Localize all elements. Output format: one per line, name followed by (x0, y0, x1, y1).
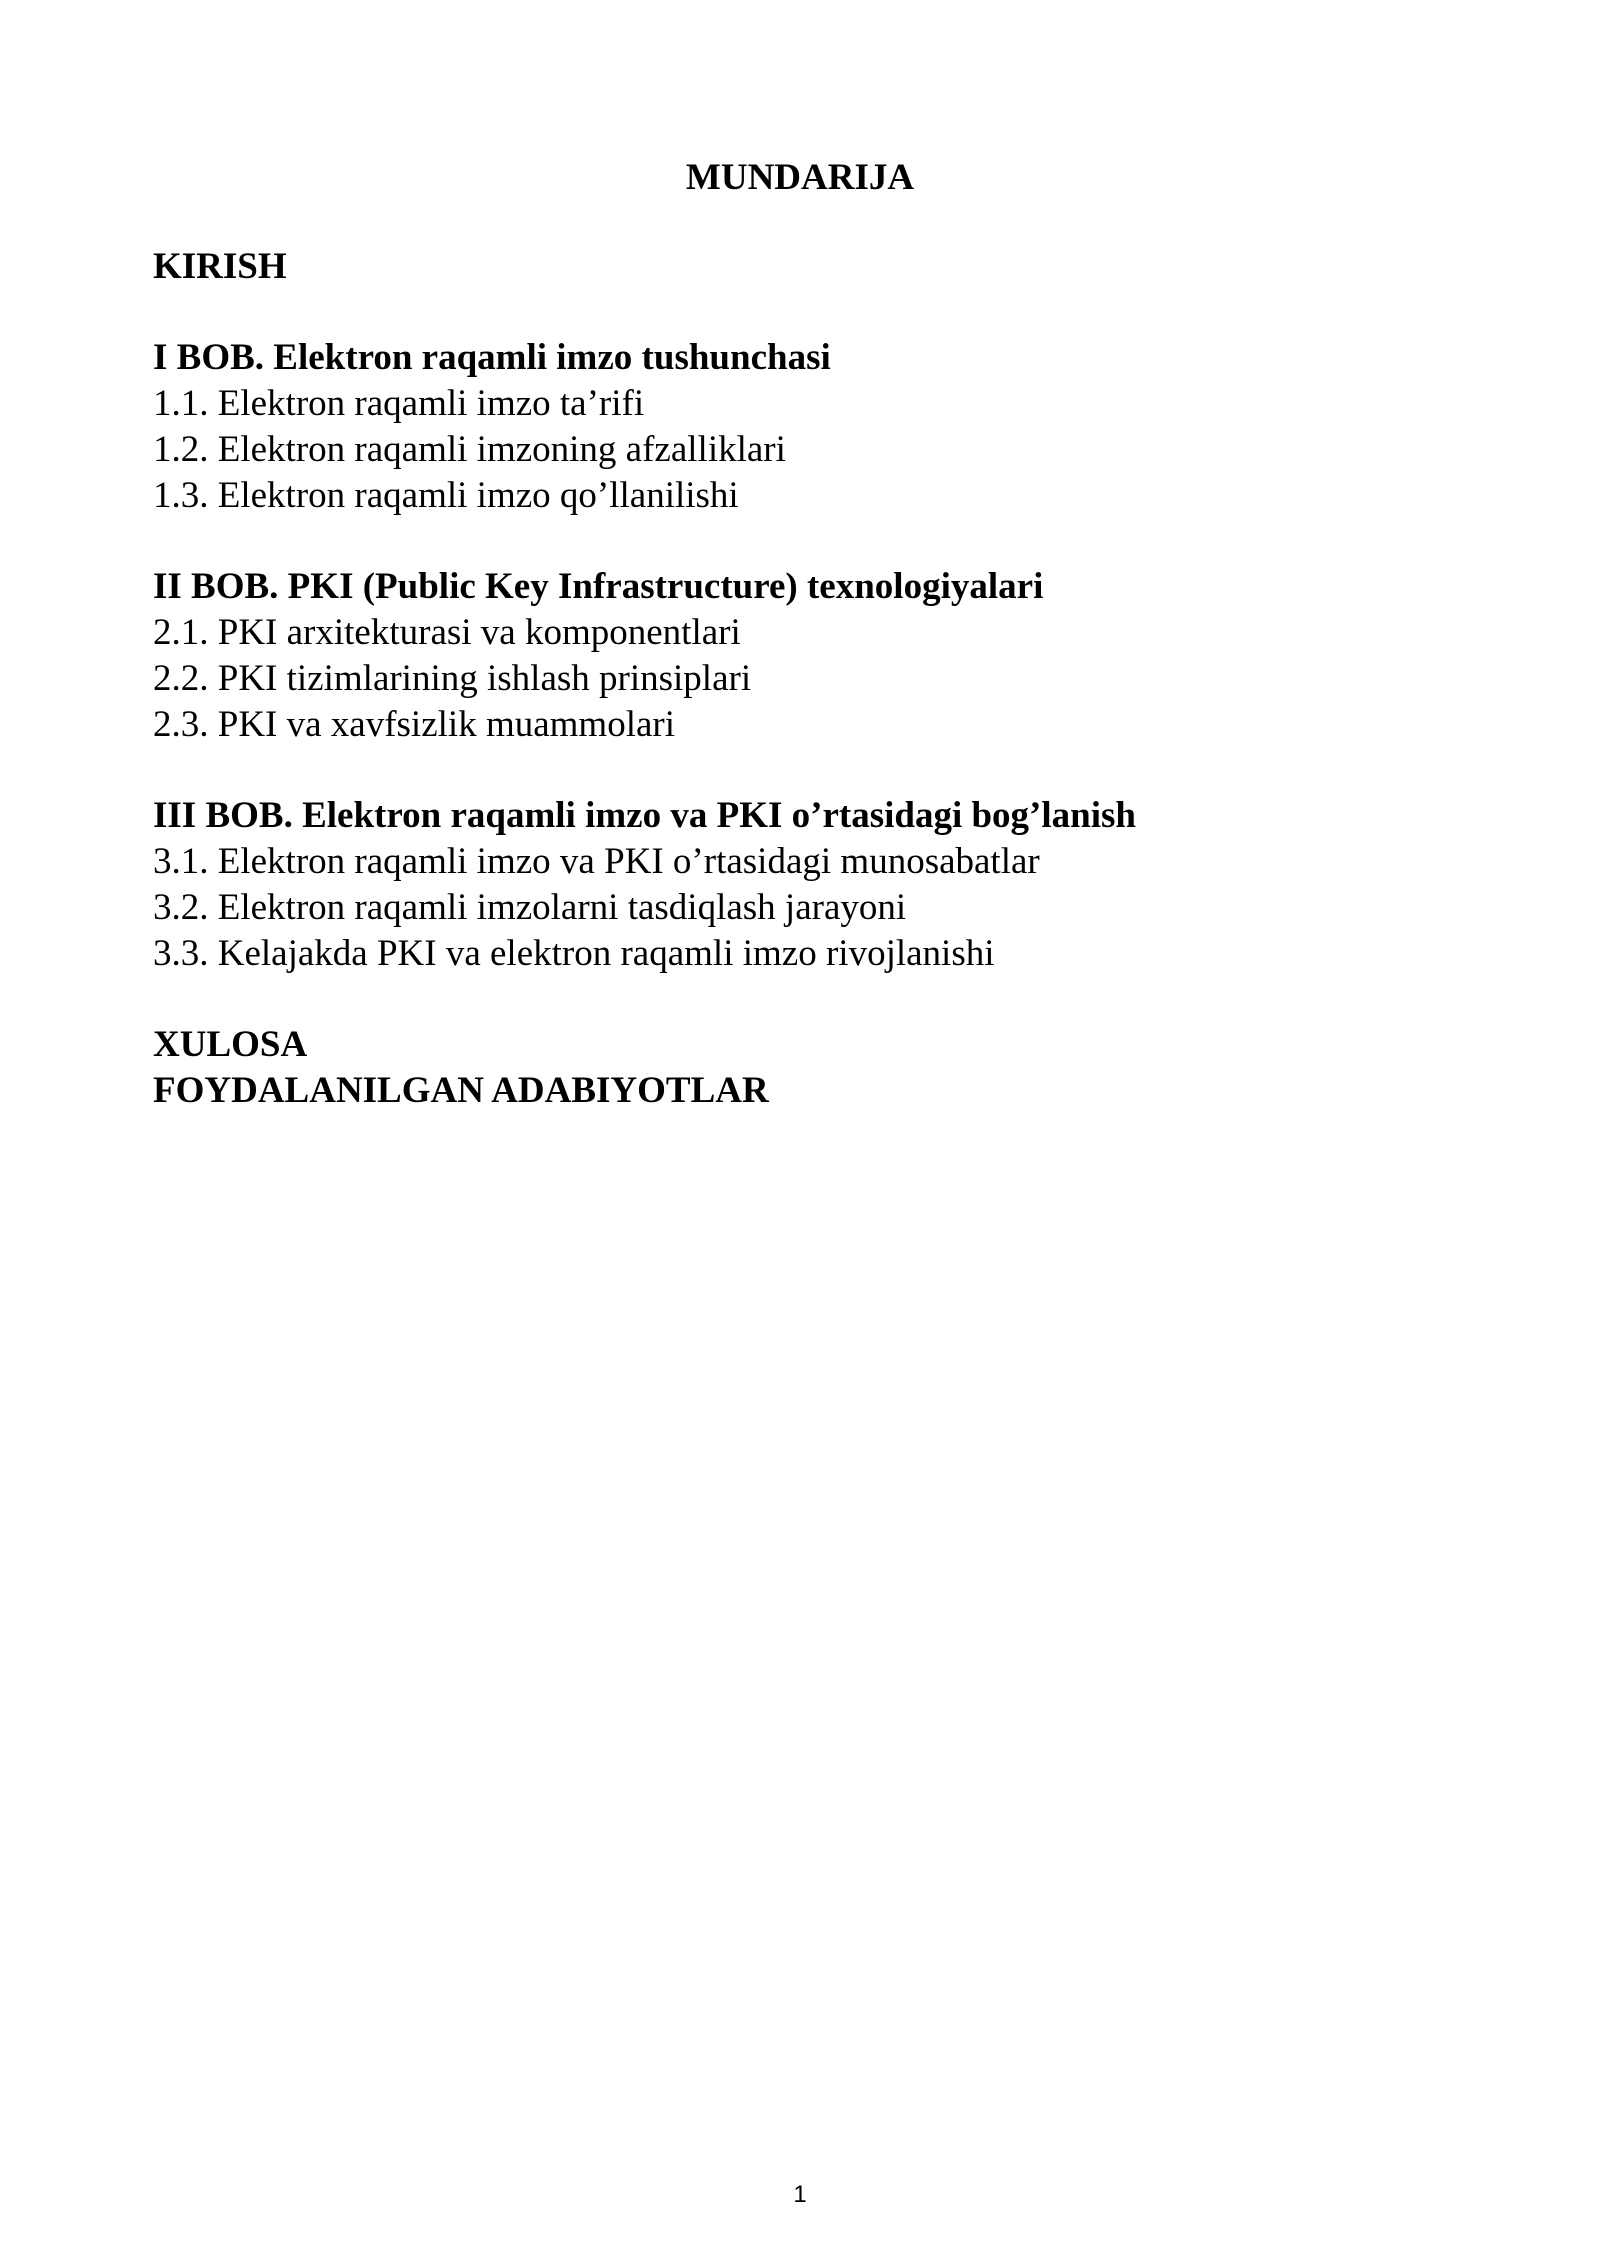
section-2-3: 2.3. PKI va xavfsizlik muammolari (153, 704, 676, 745)
toc-references: FOYDALANILGAN ADABIYOTLAR (153, 1070, 769, 1111)
section-1-3: 1.3. Elektron raqamli imzo qo’llanilishi (153, 475, 739, 516)
section-1-1: 1.1. Elektron raqamli imzo ta’rifi (153, 383, 645, 424)
toc-conclusion: XULOSA (153, 1024, 308, 1065)
chapter-1-heading: I BOB. Elektron raqamli imzo tushunchasi (153, 337, 831, 378)
spacer (153, 519, 1453, 564)
spacer (153, 290, 1453, 335)
page-title: MUNDARIJA (685, 157, 915, 198)
page-number: 1 (793, 2181, 807, 2208)
table-of-contents (153, 244, 1453, 1114)
chapter-2-heading: II BOB. PKI (Public Key Infrastructure) texnologiyalari (153, 566, 1044, 607)
spacer (153, 977, 1453, 1022)
section-3-1: 3.1. Elektron raqamli imzo va PKI o’rtasidagi munosabatlar (153, 841, 1040, 882)
section-2-2: 2.2. PKI tizimlarining ishlash prinsiplari (153, 658, 752, 699)
chapter-3-heading: III BOB. Elektron raqamli imzo va PKI o’rtasidagi bog’lanish (153, 795, 1136, 836)
section-3-2: 3.2. Elektron raqamli imzolarni tasdiqlash jarayoni (153, 887, 907, 928)
section-2-1: 2.1. PKI arxitekturasi va komponentlari (153, 612, 741, 653)
section-3-3: 3.3. Kelajakda PKI va elektron raqamli imzo rivojlanishi (153, 933, 995, 974)
section-1-2: 1.2. Elektron raqamli imzoning afzalliklari (153, 429, 786, 470)
spacer (153, 748, 1453, 793)
toc-introduction: KIRISH (153, 246, 287, 287)
